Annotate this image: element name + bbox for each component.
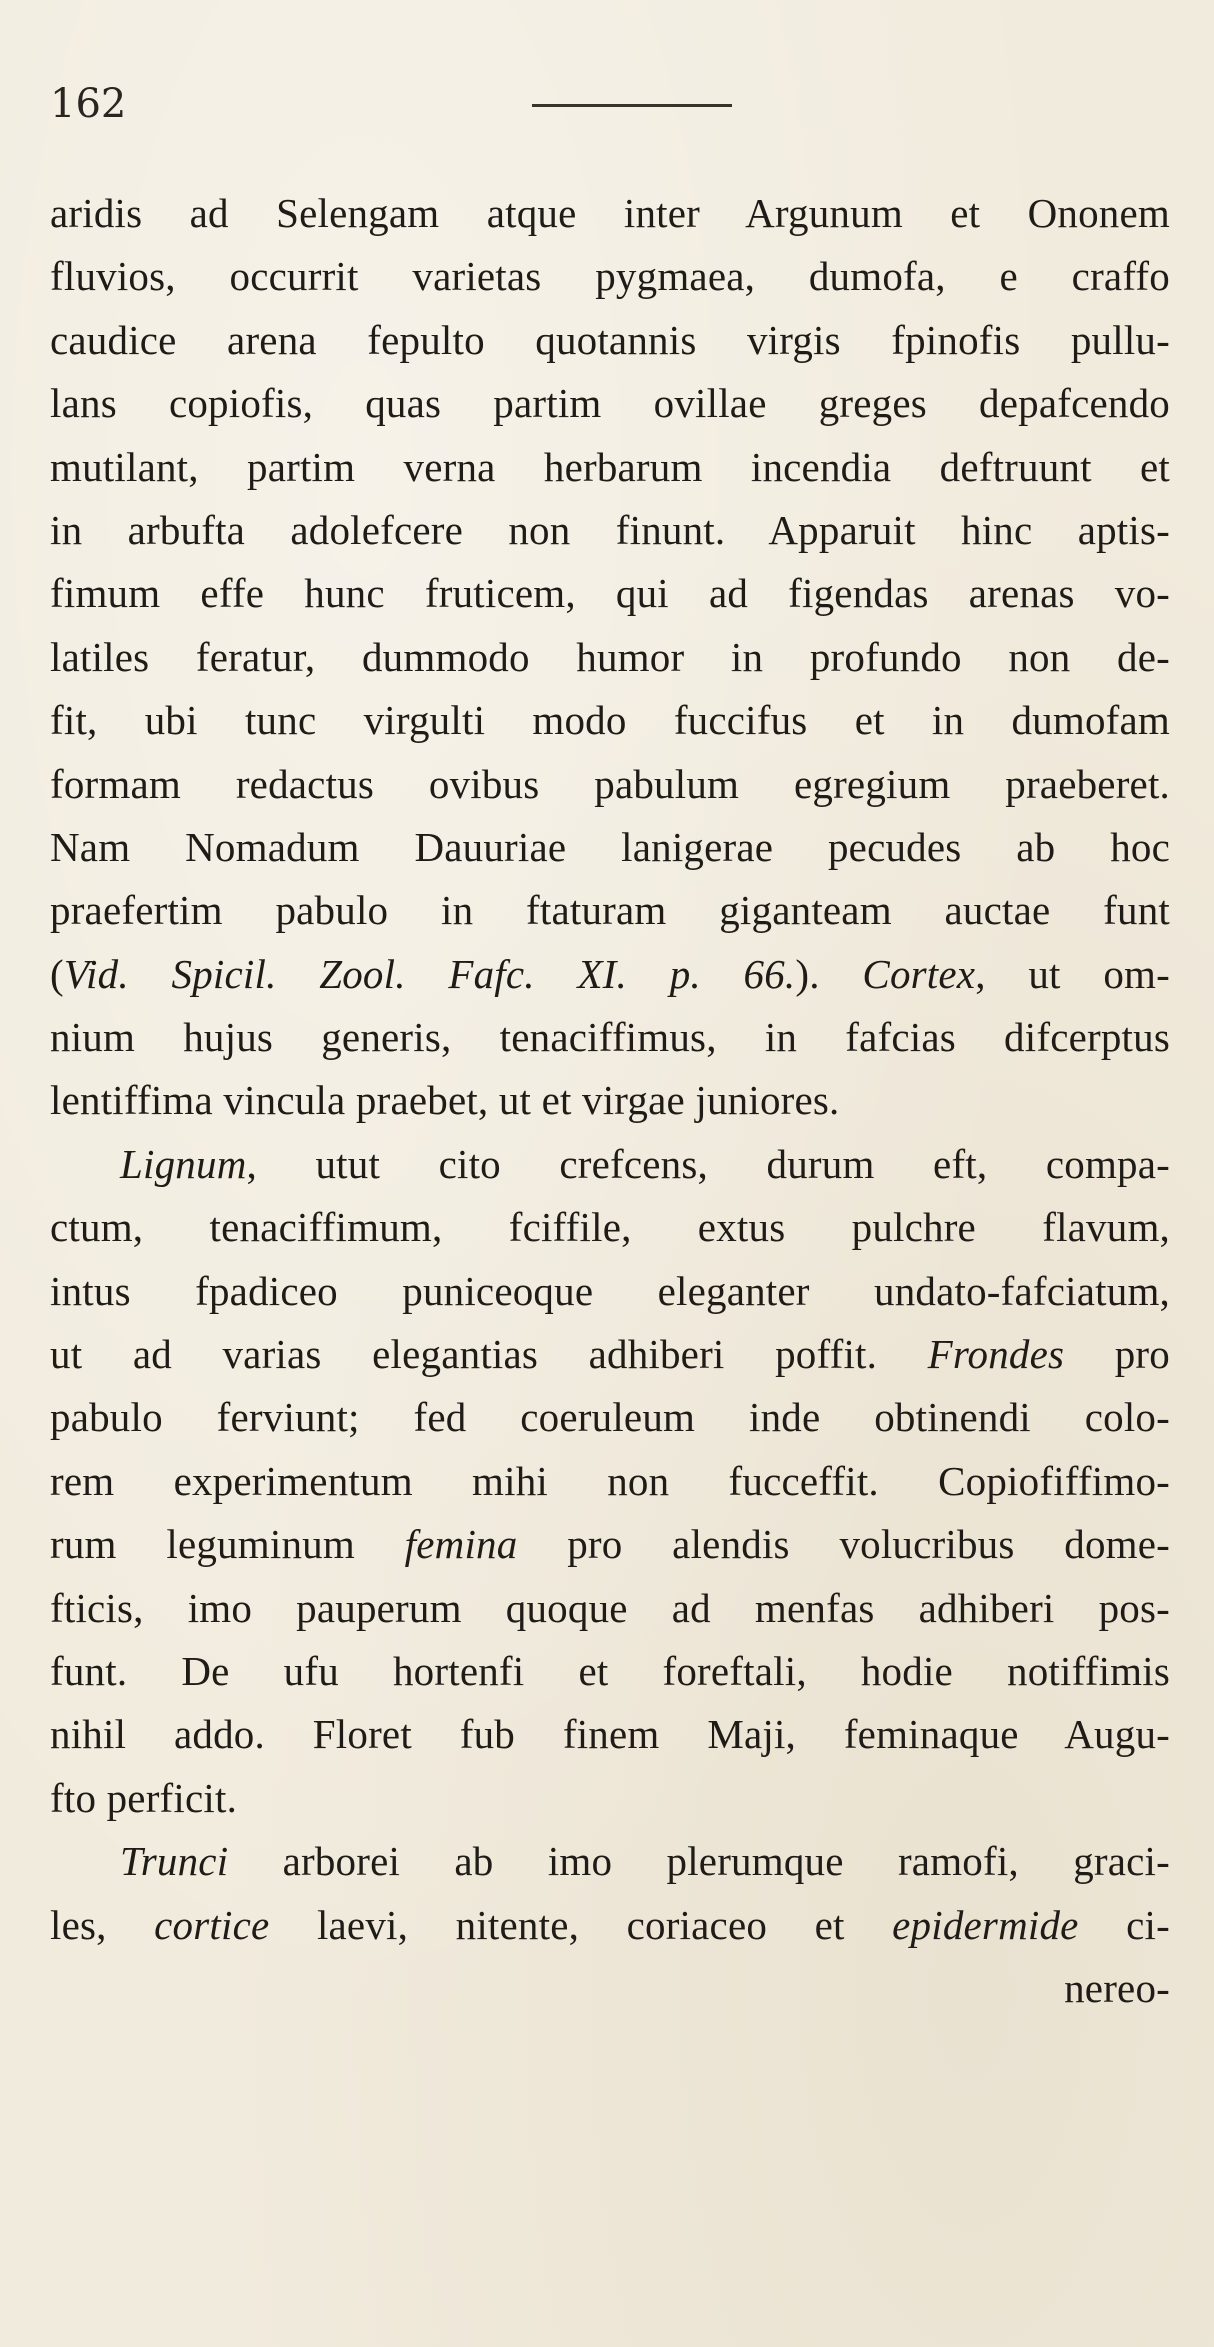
italic-term: Frondes bbox=[927, 1331, 1065, 1378]
text-line bbox=[50, 816, 1170, 879]
text-segment: in arbufta adolefcere non finunt. Apparuit hinc aptis- bbox=[50, 506, 1170, 553]
text-segment: rum leguminum bbox=[50, 1521, 405, 1568]
text-line bbox=[50, 499, 1170, 562]
text-segment: nium hujus generis, tenaciffimus, in fafcias difcerptus bbox=[50, 1014, 1170, 1061]
text-segment: , utut cito crefcens, durum eft, compa- bbox=[246, 1140, 1170, 1187]
text-line bbox=[50, 1323, 1170, 1386]
text-segment: fticis, imo pauperum quoque ad menfas adhiberi pos- bbox=[50, 1584, 1170, 1631]
text-segment: fit, ubi tunc virgulti modo fuccifus et in dumofam bbox=[50, 697, 1170, 744]
text-line bbox=[50, 372, 1170, 435]
text-segment: fto perficit. bbox=[50, 1774, 238, 1821]
text-segment: fimum effe hunc fruticem, qui ad figendas arenas vo- bbox=[50, 570, 1170, 617]
text-segment: ( bbox=[50, 950, 64, 997]
text-line bbox=[50, 689, 1170, 752]
text-segment: nihil addo. Floret fub finem Maji, feminaque Augu- bbox=[50, 1711, 1170, 1758]
text-line bbox=[50, 562, 1170, 625]
italic-term: Cortex bbox=[862, 950, 976, 997]
text-segment: fluvios, occurrit varietas pygmaea, dumofa, e craffo bbox=[50, 253, 1170, 300]
text-segment: pro bbox=[1064, 1331, 1170, 1378]
text-line bbox=[50, 943, 1170, 1006]
text-line bbox=[50, 1830, 1170, 1893]
italic-term: epidermide bbox=[892, 1901, 1079, 1948]
text-segment: caudice arena fepulto quotannis virgis fpinofis pullu- bbox=[50, 316, 1170, 363]
text-segment: les, bbox=[50, 1901, 155, 1948]
text-segment: intus fpadiceo puniceoque eleganter undato-fafciatum, bbox=[50, 1267, 1170, 1314]
text-line bbox=[50, 245, 1170, 308]
italic-term: Vid. Spicil. Zool. Fafc. XI. p. 66. bbox=[63, 950, 796, 997]
text-segment: ut ad varias elegantias adhiberi poffit. bbox=[50, 1331, 928, 1378]
text-segment: Nam Nomadum Dauuriae lanigerae pecudes ab hoc bbox=[50, 823, 1170, 870]
text-line bbox=[50, 1957, 1170, 2020]
text-line bbox=[50, 309, 1170, 372]
text-segment: rem experimentum mihi non fucceffit. Copiofiffimo- bbox=[50, 1457, 1170, 1504]
text-line bbox=[50, 1513, 1170, 1576]
italic-term: Trunci bbox=[120, 1838, 229, 1885]
italic-term: Lignum bbox=[120, 1140, 247, 1187]
text-segment: ctum, tenaciffimum, fciffile, extus pulchre flavum, bbox=[50, 1204, 1170, 1251]
text-line bbox=[50, 1196, 1170, 1259]
text-line bbox=[50, 1894, 1170, 1957]
text-segment: aridis ad Selengam atque inter Argunum et Ononem bbox=[50, 190, 1170, 236]
text-line bbox=[50, 1006, 1170, 1069]
text-segment: , ut om- bbox=[975, 950, 1170, 997]
text-segment: laevi, nitente, coriaceo et bbox=[269, 1901, 893, 1948]
text-segment: mutilant, partim verna herbarum incendia deftruunt et bbox=[50, 443, 1170, 490]
text-segment: pabulo ferviunt; fed coeruleum inde obtinendi colo- bbox=[50, 1394, 1170, 1441]
text-segment: nereo- bbox=[1064, 1964, 1170, 2011]
text-segment: pro alendis volucribus dome- bbox=[517, 1521, 1171, 1568]
text-line bbox=[50, 1260, 1170, 1323]
text-segment: lentiffima vincula praebet, ut et virgae juniores. bbox=[50, 1077, 840, 1124]
text-segment: formam redactus ovibus pabulum egregium praeberet. bbox=[50, 760, 1170, 807]
text-line bbox=[50, 1577, 1170, 1640]
text-segment: ci- bbox=[1078, 1901, 1170, 1948]
text-line bbox=[50, 1640, 1170, 1703]
text-segment: lans copiofis, quas partim ovillae greges depafcendo bbox=[50, 380, 1170, 427]
text-line bbox=[50, 626, 1170, 689]
body-text bbox=[50, 182, 1170, 2020]
italic-term: femina bbox=[404, 1521, 518, 1568]
text-line bbox=[50, 182, 1170, 245]
text-segment: funt. De ufu hortenfi et foreftali, hodie notiffimis bbox=[50, 1647, 1170, 1694]
text-line bbox=[50, 879, 1170, 942]
text-line bbox=[50, 1133, 1170, 1196]
text-line bbox=[50, 1767, 1170, 1830]
text-line bbox=[50, 1703, 1170, 1766]
text-line bbox=[50, 753, 1170, 816]
text-segment: arborei ab imo plerumque ramofi, graci- bbox=[228, 1838, 1170, 1885]
italic-term: cortice bbox=[154, 1901, 270, 1948]
page-number: 162 bbox=[50, 81, 127, 127]
text-line bbox=[50, 1386, 1170, 1449]
text-line bbox=[50, 1069, 1170, 1132]
text-line bbox=[50, 436, 1170, 499]
page-header bbox=[50, 74, 1170, 134]
text-segment: ). bbox=[795, 950, 863, 997]
header-rule bbox=[532, 104, 732, 107]
text-line bbox=[50, 1450, 1170, 1513]
text-segment: praefertim pabulo in ftaturam giganteam auctae funt bbox=[50, 887, 1170, 934]
text-segment: latiles feratur, dummodo humor in profundo non de- bbox=[50, 633, 1170, 680]
